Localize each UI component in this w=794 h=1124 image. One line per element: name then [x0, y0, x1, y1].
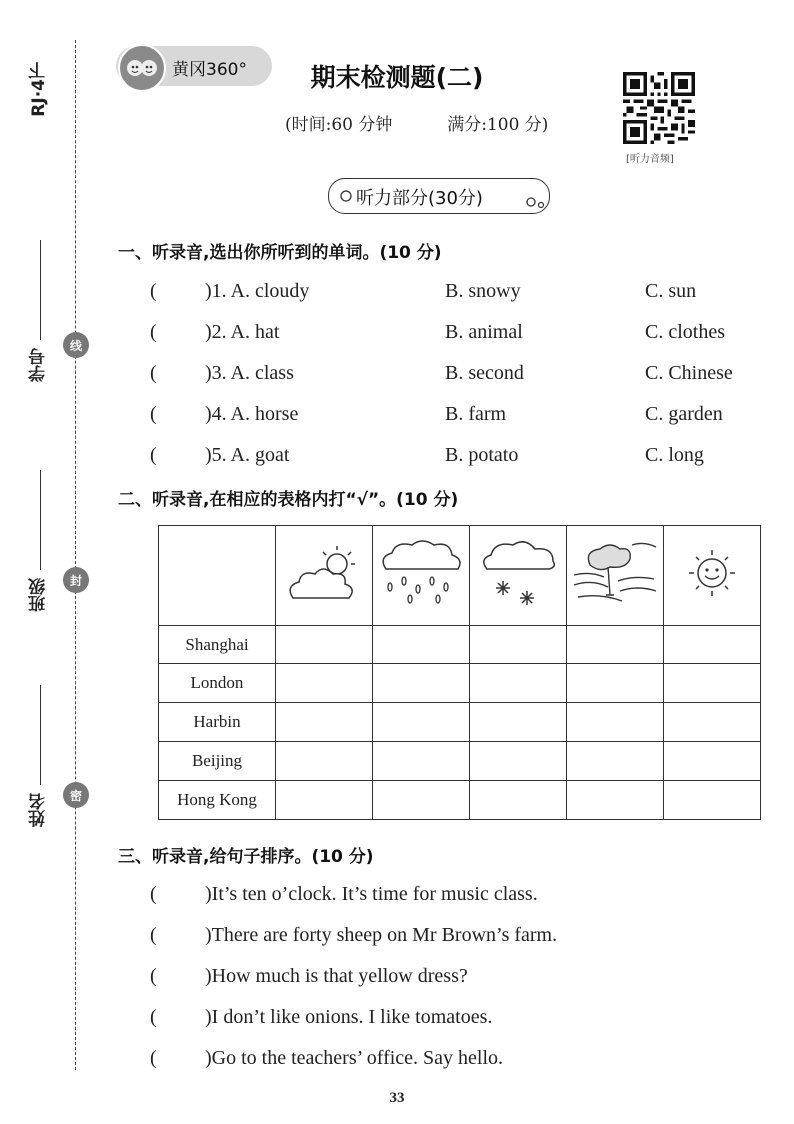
sentence-text: )There are forty sheep on Mr Brown’s farm. — [205, 924, 558, 946]
city-name: London — [159, 664, 276, 703]
sentence-text: )I don’t like onions. I like tomatoes. — [205, 1006, 493, 1028]
answer-cell[interactable] — [373, 626, 470, 664]
field-line — [40, 240, 41, 340]
icon-cell — [276, 526, 373, 626]
option-c: C. sun — [645, 280, 697, 302]
field-line — [40, 470, 41, 570]
answer-blank[interactable]: ( — [150, 965, 157, 987]
answer-cell[interactable] — [276, 664, 373, 703]
city-row — [159, 742, 761, 781]
option-a: )1. A. cloudy — [205, 280, 310, 302]
answer-cell[interactable] — [664, 742, 761, 781]
answer-blank[interactable]: ( — [150, 321, 157, 343]
icon-cell — [470, 526, 567, 626]
icon-cell — [567, 526, 664, 626]
page-title: 期末检测题(二) — [310, 63, 484, 92]
icon-cell — [664, 526, 761, 626]
student-number-label: 学号 — [29, 348, 49, 382]
city-row — [159, 626, 761, 664]
answer-cell[interactable] — [567, 664, 664, 703]
corner-cell — [159, 526, 276, 626]
field-line — [40, 685, 41, 785]
city-name: Beijing — [159, 742, 276, 781]
answer-cell[interactable] — [276, 742, 373, 781]
seal-secret-mark: 密 — [63, 782, 89, 808]
option-a: )3. A. class — [205, 362, 294, 384]
option-b: B. potato — [445, 444, 519, 466]
class-label: 班级 — [29, 578, 49, 612]
answer-cell[interactable] — [373, 781, 470, 820]
listening-part-label: 听力部分(30分) — [356, 188, 483, 209]
option-b: B. farm — [445, 403, 507, 425]
answer-blank[interactable]: ( — [150, 1047, 157, 1069]
answer-cell[interactable] — [470, 742, 567, 781]
qr-code-icon[interactable] — [623, 72, 695, 144]
city-row — [159, 664, 761, 703]
answer-cell[interactable] — [567, 742, 664, 781]
city-name: Hong Kong — [159, 781, 276, 820]
answer-blank[interactable]: ( — [150, 924, 157, 946]
answer-cell[interactable] — [470, 626, 567, 664]
binding-dashed-line — [75, 40, 76, 1070]
answer-cell[interactable] — [664, 703, 761, 742]
answer-cell[interactable] — [664, 664, 761, 703]
answer-blank[interactable]: ( — [150, 1006, 157, 1028]
answer-cell[interactable] — [373, 742, 470, 781]
option-c: C. Chinese — [645, 362, 733, 384]
windy-icon — [570, 535, 660, 611]
partly-cloudy-icon — [279, 538, 369, 608]
sentence-text: )Go to the teachers’ office. Say hello. — [205, 1047, 504, 1069]
brand-name: 黄冈360° — [172, 60, 247, 80]
city-row — [159, 703, 761, 742]
qr-caption: [听力音频] — [626, 154, 674, 165]
option-b: B. second — [445, 362, 524, 384]
rainy-icon — [376, 535, 466, 611]
time-limit: (时间:60 分钟 — [285, 115, 393, 135]
option-a: )4. A. horse — [205, 403, 299, 425]
option-b: B. snowy — [445, 280, 521, 302]
edition-label: RJ·4下 — [29, 62, 49, 117]
snowy-icon — [473, 533, 563, 613]
option-c: C. garden — [645, 403, 723, 425]
page-number: 33 — [389, 1090, 405, 1106]
option-c: C. clothes — [645, 321, 725, 343]
section-3-heading: 三、听录音,给句子排序。(10 分) — [118, 847, 374, 867]
answer-blank[interactable]: ( — [150, 403, 157, 425]
exam-info — [285, 110, 548, 135]
answer-cell[interactable] — [567, 626, 664, 664]
sunny-icon — [667, 538, 757, 608]
sentence-text: )How much is that yellow dress? — [205, 965, 468, 987]
option-a: )5. A. goat — [205, 444, 290, 466]
full-score: 满分:100 分) — [447, 115, 549, 135]
city-name: Shanghai — [159, 626, 276, 664]
seal-seal-mark: 封 — [63, 567, 89, 593]
answer-blank[interactable]: ( — [150, 362, 157, 384]
answer-blank[interactable]: ( — [150, 280, 157, 302]
answer-cell[interactable] — [664, 781, 761, 820]
answer-blank[interactable]: ( — [150, 883, 157, 905]
answer-cell[interactable] — [567, 703, 664, 742]
answer-cell[interactable] — [567, 781, 664, 820]
answer-cell[interactable] — [470, 703, 567, 742]
answer-cell[interactable] — [373, 703, 470, 742]
answer-cell[interactable] — [373, 664, 470, 703]
section-1-heading: 一、听录音,选出你所听到的单词。(10 分) — [118, 243, 442, 263]
city-row — [159, 781, 761, 820]
seal-line-mark: 线 — [63, 332, 89, 358]
option-c: C. long — [645, 444, 704, 466]
answer-cell[interactable] — [470, 781, 567, 820]
answer-cell[interactable] — [470, 664, 567, 703]
city-name: Harbin — [159, 703, 276, 742]
icon-header-row — [159, 526, 761, 626]
option-b: B. animal — [445, 321, 523, 343]
answer-cell[interactable] — [276, 626, 373, 664]
sentence-text: )It’s ten o’clock. It’s time for music class. — [205, 883, 538, 905]
answer-blank[interactable]: ( — [150, 444, 157, 466]
weather-table — [158, 525, 761, 820]
answer-cell[interactable] — [276, 781, 373, 820]
icon-cell — [373, 526, 470, 626]
answer-cell[interactable] — [664, 626, 761, 664]
option-a: )2. A. hat — [205, 321, 280, 343]
name-label: 姓名 — [29, 793, 49, 827]
section-2-heading: 二、听录音,在相应的表格内打“√”。(10 分) — [118, 490, 459, 510]
answer-cell[interactable] — [276, 703, 373, 742]
